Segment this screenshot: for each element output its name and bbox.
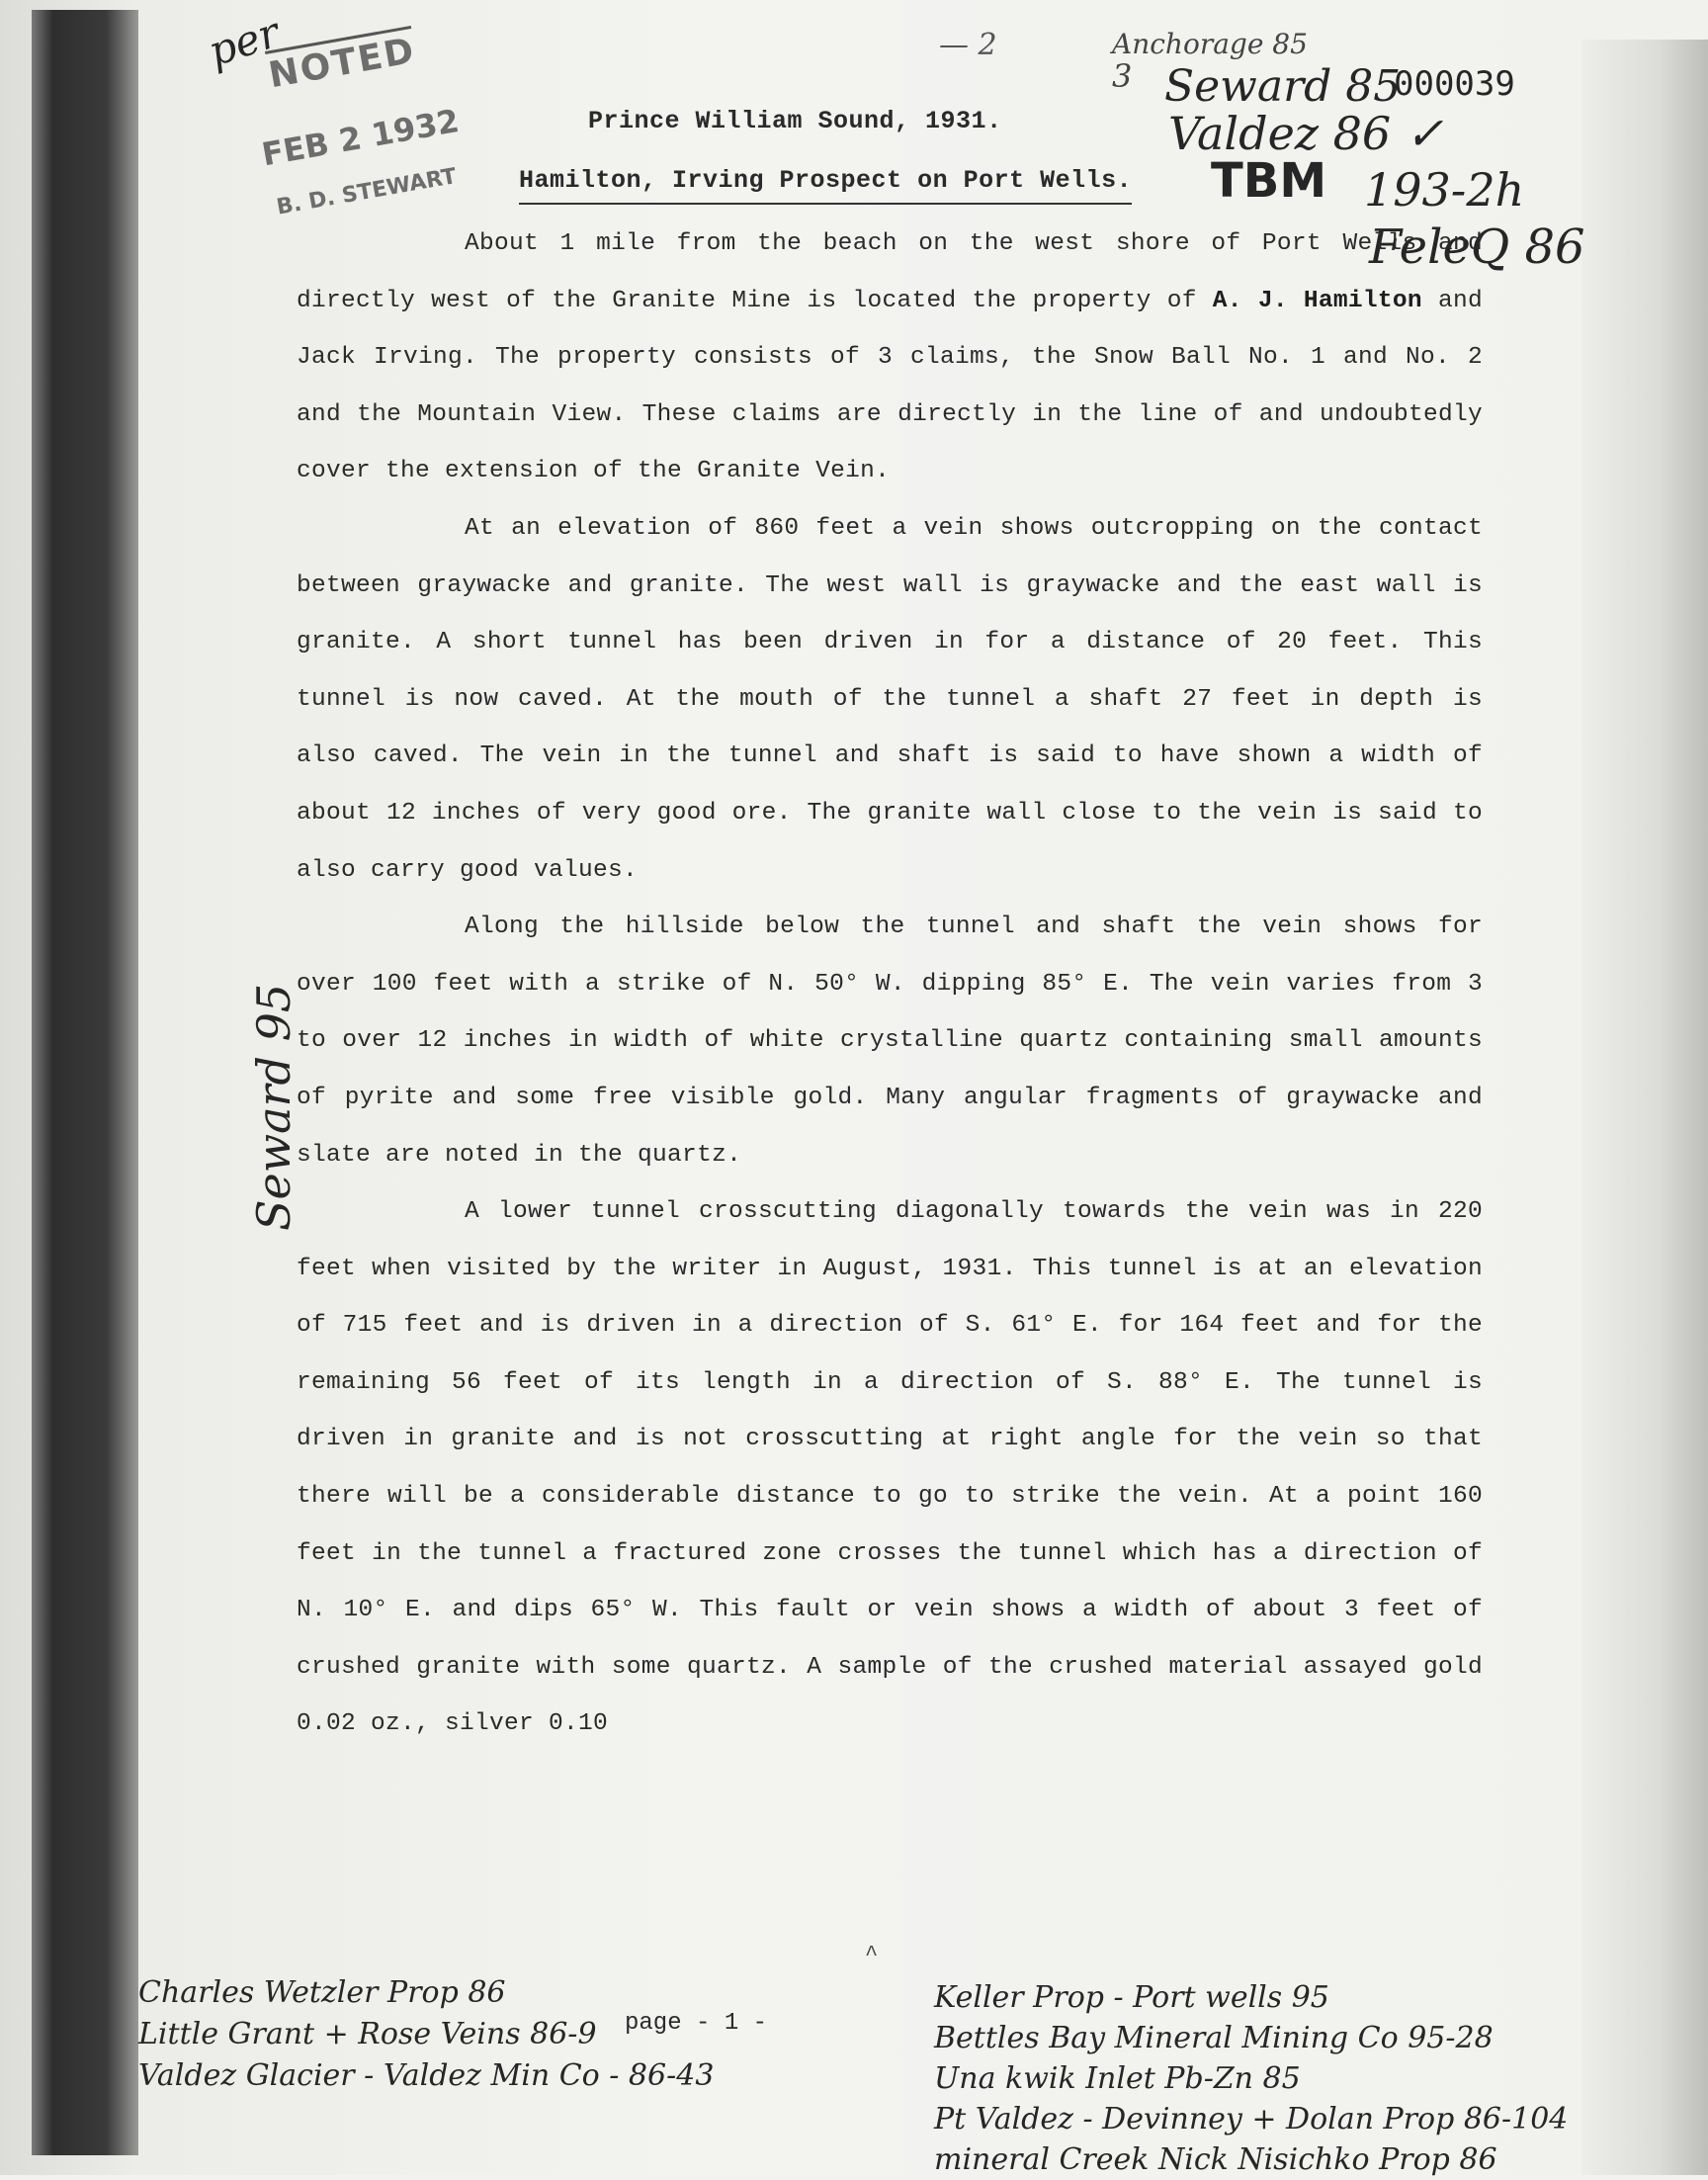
handwritten-tbm: TBM: [1211, 153, 1327, 209]
signature-stamp: B. D. STEWART: [275, 164, 459, 220]
owner-names: A. J. Hamilton: [1212, 287, 1422, 314]
handwritten-anchorage: Anchorage 85: [1112, 28, 1308, 60]
document-subtitle: Hamilton, Irving Prospect on Port Wells.: [519, 166, 1132, 205]
page-number: page - 1 -: [625, 2010, 768, 2037]
noted-stamp: NOTED: [265, 26, 418, 96]
page-edge-shadow: [1581, 40, 1708, 2175]
handwritten-seward: Seward 85: [1164, 61, 1402, 112]
binding-strip: [32, 10, 138, 2155]
document-title: Prince William Sound, 1931.: [588, 107, 1002, 135]
handwritten-dash: — 2: [939, 28, 997, 62]
note-right-3: Una kwik Inlet Pb-Zn 85: [934, 2061, 1301, 2096]
handwritten-valdez: Valdez 86 ✓: [1168, 107, 1444, 160]
paragraph-2: At an elevation of 860 feet a vein shows outcropping on the contact between graywacke and granite. The west wall is graywacke and the east wall is granite. A short tunnel has been driven in for a distance of 20 feet. This tunnel is now caved. At the mouth of the tunnel a shaft 27 feet in depth is also caved. The vein in the tunnel and shaft is said to have shown a width of about 12 inches of very good ore. The granite wall close to the vein is said to also carry good values.: [297, 514, 1483, 884]
note-right-5: mineral Creek Nick Nisichko Prop 86: [934, 2142, 1497, 2177]
notes-right: [934, 1977, 1568, 2180]
note-left-2: Little Grant + Rose Veins 86-9: [138, 2017, 597, 2051]
paragraph-1: [297, 216, 1483, 500]
document-body: [297, 216, 1483, 1753]
paragraph-3: Along the hillside below the tunnel and shaft the vein shows for over 100 feet with a strike of N. 50° W. dipping 85° E. The vein varies from 3 to over 12 inches in width of white crystalline quartz containing small amounts of pyrite and some free visible gold. Many angular fragments of graywacke and slate are noted in the quartz.: [297, 914, 1483, 1169]
paragraph-4: A lower tunnel crosscutting diagonally towards the vein was in 220 feet when visited by the writer in August, 1931. This tunnel is at an elevation of 715 feet and is driven in a direction of S. 61° E. for 164 feet and for the remaining 56 feet of its length in a direction of S. 88° E. The tunnel is driven in granite and is not crosscutting at right angle for the vein so that there will be a considerable distance to go to strike the vein. At a point 160 feet in the tunnel a fractured zone crosses the tunnel which has a direction of N. 10° E. and dips 65° W. This fault or vein shows a width of about 3 feet of crushed granite with some quartz. A sample of the crushed material assayed gold 0.02 oz., silver 0.10: [297, 1198, 1483, 1738]
insertion-caret-mark: ^: [865, 1943, 879, 1967]
handwritten-number: 3: [1112, 57, 1133, 95]
notes-left: [138, 1972, 714, 2097]
handwritten-per: per: [203, 7, 286, 76]
paragraph-1-part-a: About 1 mile from the beach on the west shore of Port Wells and directly west of the Granite Mine is located the property of: [297, 230, 1483, 314]
note-left-3: Valdez Glacier - Valdez Min Co - 86-43: [138, 2058, 715, 2093]
margin-seward-note: Seward 95: [247, 983, 300, 1231]
handwritten-feleq: FeleQ 86: [1369, 219, 1585, 275]
note-right-1: Keller Prop - Port wells 95: [934, 1980, 1329, 2015]
document-code: 000039: [1394, 64, 1515, 104]
note-right-2: Bettles Bay Mineral Mining Co 95-28: [934, 2021, 1494, 2055]
date-stamp: FEB 2 1932: [259, 101, 463, 174]
paragraph-1-part-b: and Jack Irving. The property consists of 3 claims, the Snow Ball No. 1 and No. 2 and the Mountain View. These claims are directly in the line of and undoubtedly cover the extension of the Granite Vein.: [297, 287, 1483, 485]
note-right-4: Pt Valdez - Devinney + Dolan Prop 86-104: [934, 2102, 1569, 2136]
note-left-1: Charles Wetzler Prop 86: [138, 1975, 506, 2010]
handwritten-file-ref: 193-2h: [1364, 163, 1525, 217]
